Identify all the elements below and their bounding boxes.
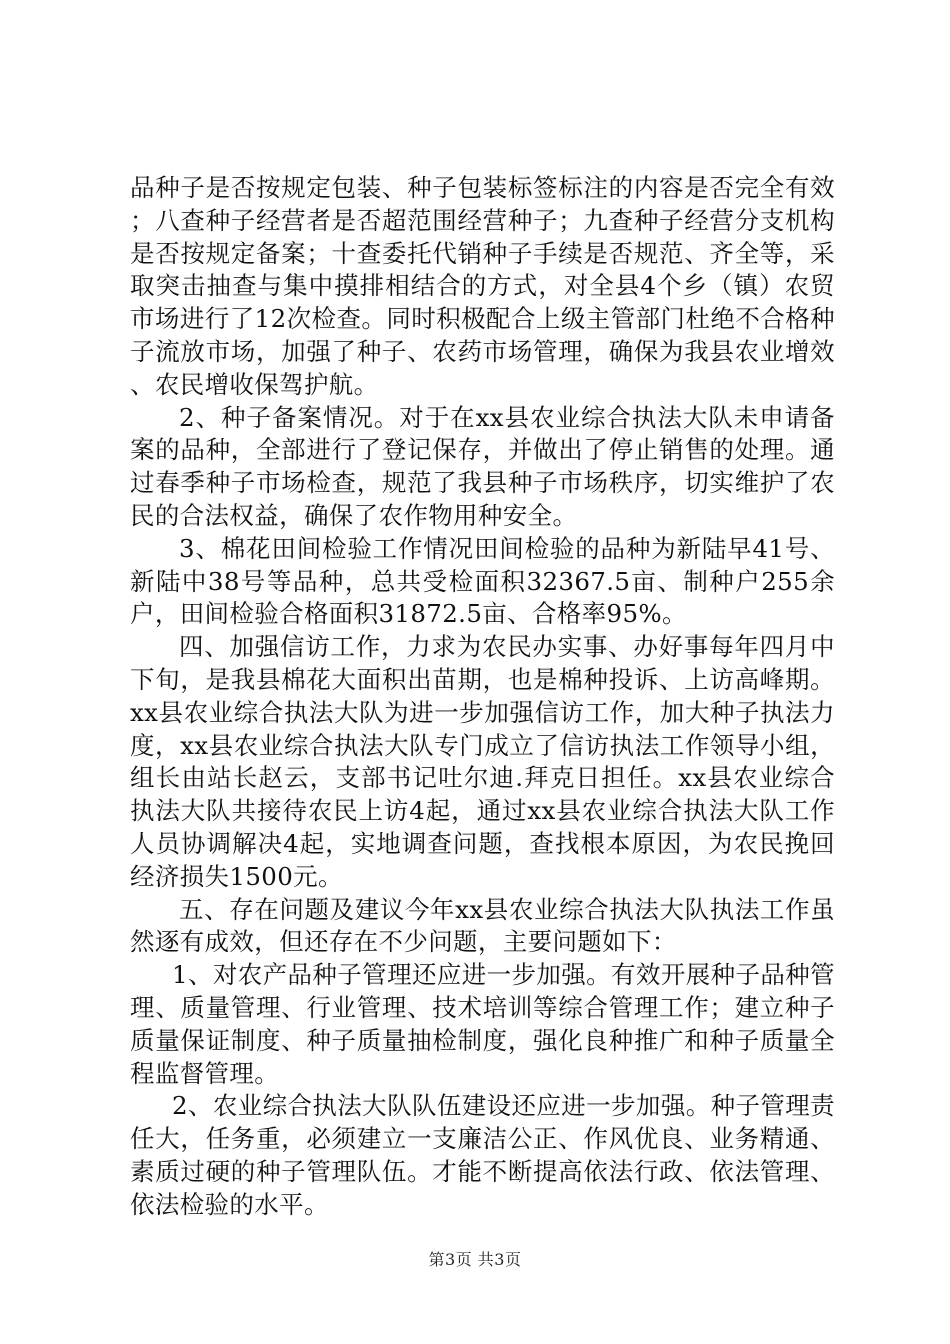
paragraph-seed-management: 1、对农产品种子管理还应进一步加强。有效开展种子品种管理、质量管理、行业管理、技术培训等综合管理工作；建立种子质量保证制度、种子质量抽检制度，强化良种推广和种子质量全程监督管理。 xyxy=(130,960,835,1088)
paragraph-problems-suggestions: 五、存在问题及建议今年xx县农业综合执法大队执法工作虽然逐有成效，但还存在不少问题，主要问题如下： xyxy=(130,894,835,957)
page-footer: 第3页 共3页 xyxy=(428,1250,522,1269)
paragraph-petition-work: 四、加强信访工作，力求为农民办实事、办好事每年四月中下旬，是我县棉花大面积出苗期，也是棉种投诉、上访高峰期。xx县农业综合执法大队为进一步加强信访工作，加大种子执法力度，xx县农业综合执法大队专门成立了信访执法工作领导小组，组长由站长赵云，支部书记吐尔迪.拜克日担任。xx县农业综合执法大队共接待农民上访4起，通过xx县农业综合执法大队工作人员协调解决4起，实地调查问题，查找根本原因，为农民挽回经济损失1500元。 xyxy=(130,632,835,891)
document-body xyxy=(130,172,835,1222)
paragraph-team-building: 2、农业综合执法大队队伍建设还应进一步加强。种子管理责任大，任务重，必须建立一支廉洁公正、作风优良、业务精通、素质过硬的种子管理队伍。才能不断提高依法行政、依法管理、依法检验的水平。 xyxy=(130,1091,835,1219)
paragraph-seed-filing: 2、种子备案情况。对于在xx县农业综合执法大队未申请备案的品种，全部进行了登记保存，并做出了停止销售的处理。通过春季种子市场检查，规范了我县种子市场秩序，切实维护了农民的合法权益，确保了农作物用种安全。 xyxy=(130,402,835,530)
paragraph-inspection-continued: 品种子是否按规定包装、种子包装标签标注的内容是否完全有效；八查种子经营者是否超范围经营种子；九查种子经营分支机构是否按规定备案；十查委托代销种子手续是否规范、齐全等，采取突击抽查与集中摸排相结合的方式，对全县4个乡（镇）农贸市场进行了12次检查。同时积极配合上级主管部门杜绝不合格种子流放市场，加强了种子、农药市场管理，确保为我县农业增效、农民增收保驾护航。 xyxy=(130,173,835,399)
paragraph-cotton-field-inspection: 3、棉花田间检验工作情况田间检验的品种为新陆早41号、新陆中38号等品种，总共受检面积32367.5亩、制种户255余户，田间检验合格面积31872.5亩、合格率95%。 xyxy=(130,533,835,629)
